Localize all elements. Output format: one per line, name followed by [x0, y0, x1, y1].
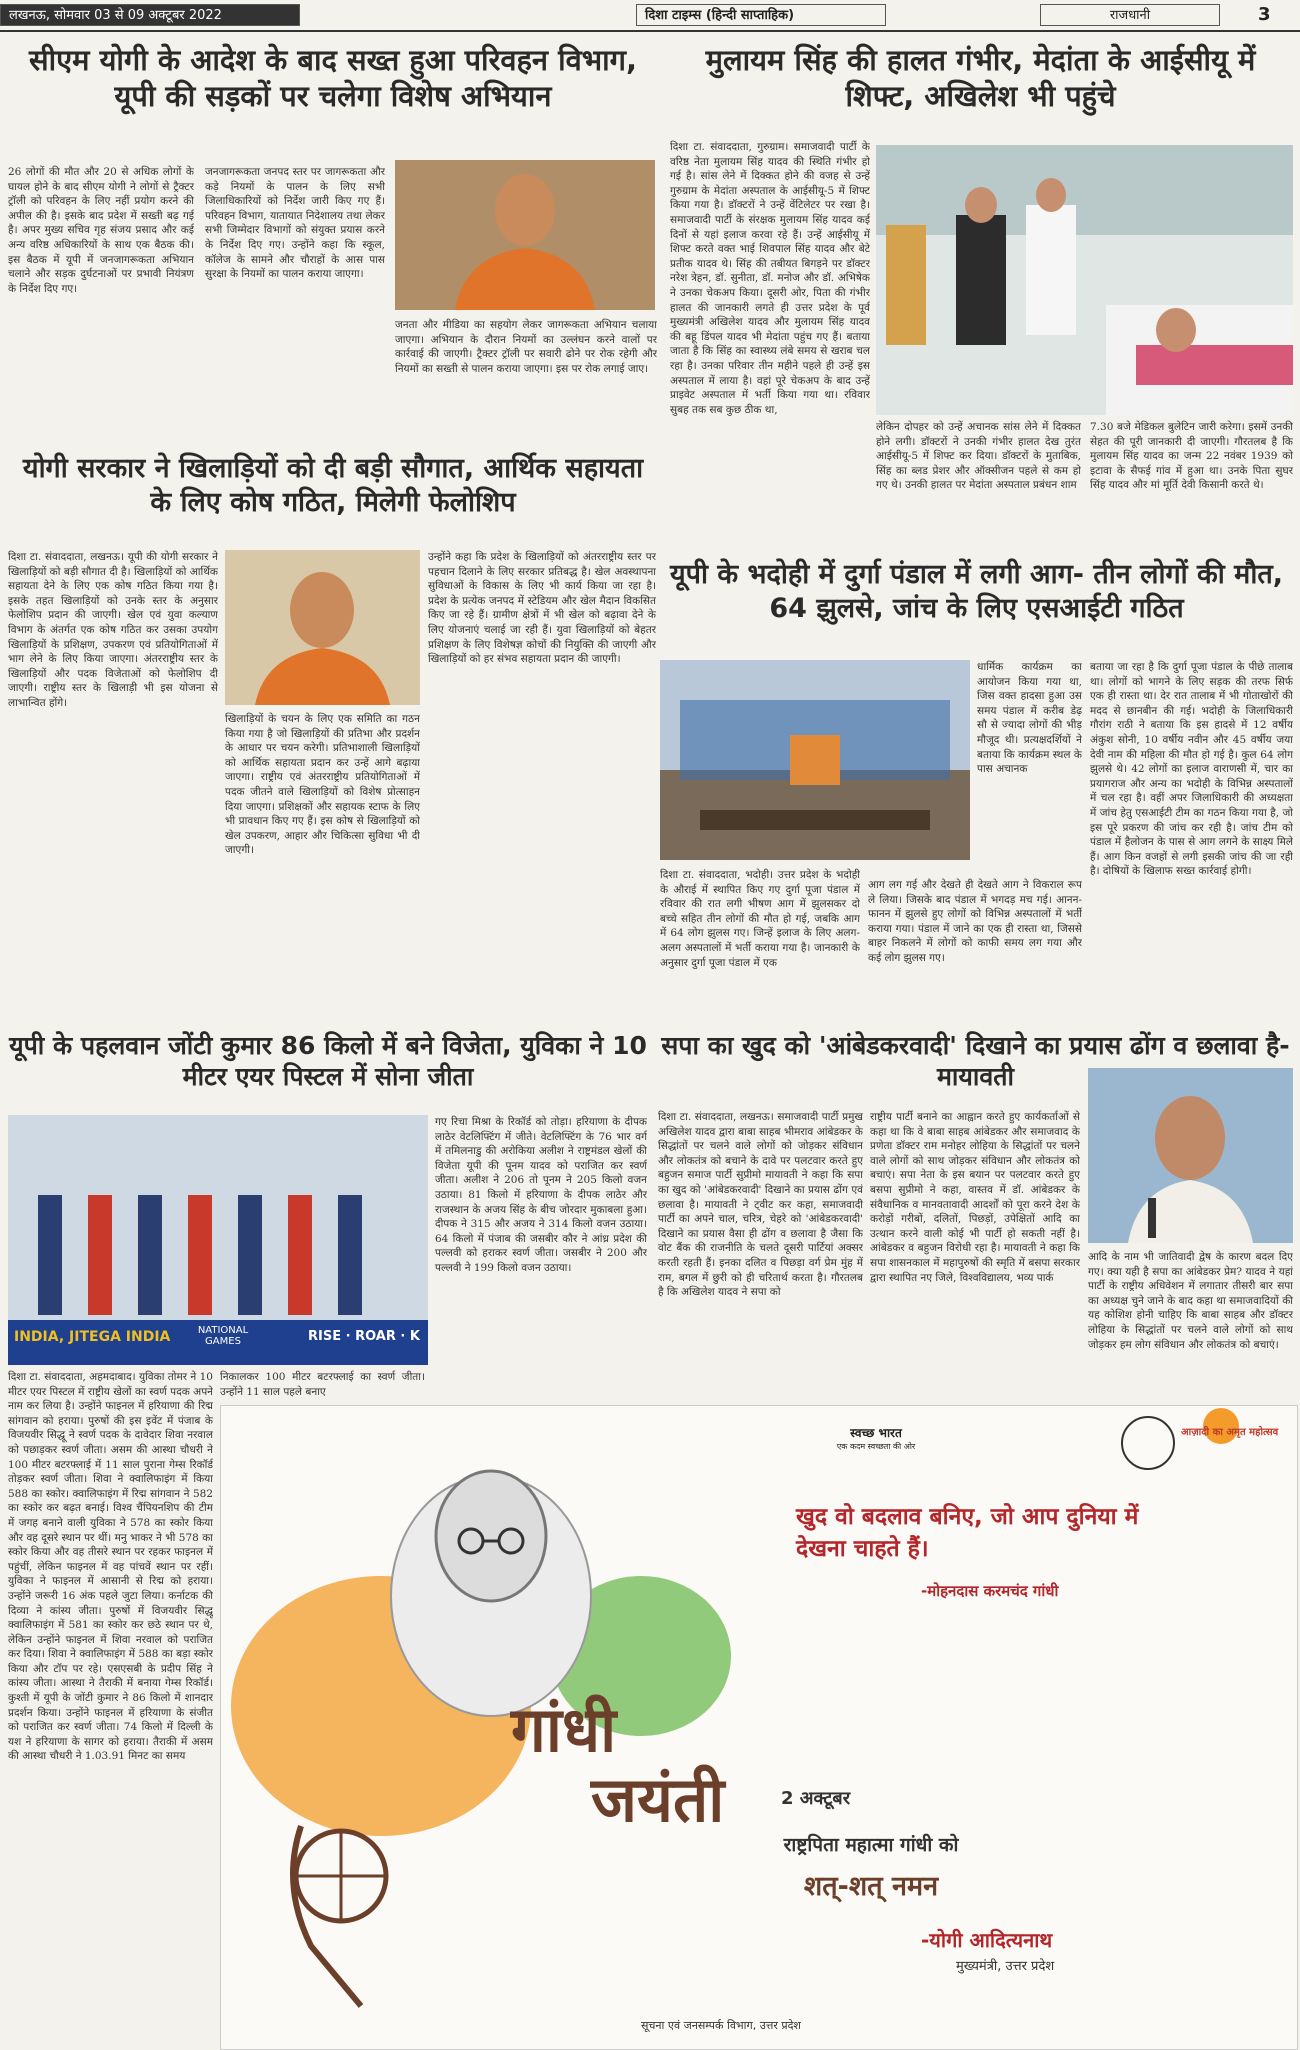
jayanti-date: 2 अक्टूबर: [781, 1788, 851, 1809]
photo-slogan: RISE · ROAR · K: [308, 1329, 420, 1344]
mulayam-col2: लेकिन दोपहर को उन्हें अचानक सांस लेने में दिक्कत होने लगी। डॉक्टरों ने उनकी गंभीर हालत देख तुरंत आईसीयू-5 में शिफ्ट कर दिया। डॉक्टरों के मुताबिक, सिंह का ब्लड प्रेशर और ऑक्सीजन पहले से कम हो गए थे। उनकी हालत पर मेदांता अस्पताल प्रबंधन शाम: [876, 421, 1081, 492]
headline-bhadohi-fire: यूपी के भदोही में दुर्गा पंडाल में लगी आग- तीन लोगों की मौत, 64 झुलसे, जांच के लिए एसआईटी गठित: [670, 559, 1283, 624]
masthead-paper: [636, 4, 886, 26]
sports-col3: उन्होंने कहा कि प्रदेश के खिलाड़ियों को अंतरराष्ट्रीय स्तर पर पहचान दिलाने के लिए सरकार प्रतिबद्ध है। खेल अवस्थापना सुविधाओं के विकास के लिए भी कार्य किया जा रहा है। प्रदेश के प्रत्येक जनपद में स्टेडियम और खेल मैदान विकसित किए जा रहे हैं। ग्रामीण क्षेत्रों में भी खेल को बढ़ावा देने के लिए योजनाएं चलाई जा रही हैं। युवा खिलाड़ियों को बेहतर प्रशिक्षण के लिए विशेषज्ञ कोचों की नियुक्ति की जाएगी और खिलाड़ियों को हर संभव सहायता प्रदान की जाएगी।: [428, 551, 656, 666]
yogi-transport-col1: 26 लोगों की मौत और 20 से अधिक लोगों के घायल होने के बाद सीएम योगी ने लोगों से ट्रैक्टर ट्रॉली को परिवहन के लिए नहीं प्रयोग करने की अपील की है। इसके बाद प्रदेश में सख्ती बढ़ गई है। अपर मुख्य सचिव गृह संजय प्रसाद और कई अन्य वरिष्ठ अधिकारियों के साथ एक बैठक की। इस बैठक में यूपी में जनजागरूकता अभियान चलाने और सड़क दुर्घटनाओं पर प्रभावी नियंत्रण के निर्देश दिए गए।: [8, 166, 194, 295]
mayawati-col1: दिशा टा. संवाददाता, लखनऊ। समाजवादी पार्टी प्रमुख अखिलेश यादव द्वारा बाबा साहब भीमराव आंबेडकर के सिद्धांतों पर चलने वाले लोगों को जोड़कर संविधान और लोकतंत्र को बचाने के दावे पर पलटवार करते हुए बहुजन समाज पार्टी सुप्रीमो मायावती ने कहा कि सपा का खुद को 'आंबेडकरवादी' दिखाने का प्रयास ढोंग एवं छलावा है। मायावती ने ट्वीट कर कहा, समाजवादी पार्टी का अपने चाल, चरित्र, चेहरे को 'आंबेडकरवादी' दिखाने का प्रयास वैसा ही ढोंग व छलावा है जैसा कि वोट बैंक की राजनीति के चलते दूसरी पार्टियां अक्सर करती रहती हैं। इनका दलित व पिछड़ा वर्ग प्रेम मुंह में राम, बगल में छुरी को ही चरितार्थ करता है। गौरतलब है कि अखिलेश यादव ने सपा को: [658, 1111, 863, 1299]
bhadohi-col4: बताया जा रहा है कि दुर्गा पूजा पंडाल के पीछे तालाब था। लोगों को भागने के लिए सड़क की तरफ सिर्फ एक ही रास्ता था। देर रात तालाब में भी गोताखोरों की मदद से छानबीन की गई। भदोही के जिलाधिकारी गौरांग राठी ने बताया कि इस हादसे में 12 वर्षीय अंकुश सोनी, 10 वर्षीय नवीन और 45 वर्षीय जया देवी नाम की महिला की मौत हो गई है। कुल 64 लोग झुलसे थे। 42 लोगों का इलाज वाराणसी में, चार का प्रयागराज और अन्य का भदोही के विभिन्न अस्पतालों में चल रहा है। वहीं अपर जिलाधिकारी की अध्यक्षता में जांच हेतु एसआईटी टीम का गठन किया गया है, जो इस पूरे प्रकरण की जांच कर रही है। जांच टीम को पंडाल में हैलोजन के पास से आग लगने के साक्ष्य मिले हैं। आग किन वजहों से लगी इसकी जांच की जा रही है। दोषियों के खिलाफ सख्त कार्रवाई होगी।: [1090, 661, 1293, 878]
mayawati-photo: [1088, 1068, 1293, 1243]
mulayam-col1: दिशा टा. संवाददाता, गुरुग्राम। समाजवादी पार्टी के वरिष्ठ नेता मुलायम सिंह यादव की स्थिति गंभीर हो गई है। सांस लेने में दिक्कत होने की वजह से उन्हें गुरुग्राम के मेदांता अस्पताल के आईसीयू-5 में शिफ्ट किया गया है। डॉक्टरों ने उन्हें वेंटिलेटर पर रखा है। समाजवादी पार्टी के संरक्षक मुलायम सिंह यादव कई दिनों से यहां इलाज करवा रहे हैं। उन्हें आईसीयू में शिफ्ट करते वक्त भाई शिवपाल सिंह यादव और बेटे प्रतीक यादव थे। सिंह की तबीयत बिगड़ने पर डॉक्टर नरेश त्रेहन, डॉ. सुनीता, डॉ. मनोज और डॉ. अभिषेक ने उनका चेकअप किया। दूसरी ओर, पिता की गंभीर हालत की जानकारी लगते ही उत्तर प्रदेश के पूर्व मुख्यमंत्री अखिलेश यादव और मुलायम सिंह यादव की बहू डिंपल यादव भी मेदांता पहुंच गए हैं। बताया जाता है कि सिंह का स्वास्थ्य लंबे समय से खराब चल रहा है। उनका परिवार तीन महीने पहले ही उन्हें इस अस्पताल में लाया है। वहां पूरे चेकअप के बाद उन्हें प्राइवेट अस्पताल में भर्ती किया गया था। रविवार सुबह तक सब कुछ ठीक था,: [670, 141, 870, 416]
quote-author: -मोहनदास करमचंद गांधी: [921, 1582, 1059, 1600]
gandhi-jayanti-ad: [220, 1405, 1298, 2050]
up-govt-emblem: [1121, 1416, 1175, 1470]
pandal-fire-photo: [660, 660, 970, 860]
yogi-transport-col3: जनता और मीडिया का सहयोग लेकर जागरूकता अभियान चलाया जाएगा। अभियान के दौरान नियमों का उल्लंघन करने वालों पर कार्रवाई की जाएगी। ट्रैक्टर ट्रॉली पर सवारी ढोने पर रोक रहेगी और नियमों का सख्ती से पालन कराया जाएगा। इस पर रोक लगाई जाए।: [395, 319, 657, 375]
bhadohi-col1: धार्मिक कार्यक्रम का आयोजन किया गया था, जिस वक्त हादसा हुआ उस समय पंडाल में करीब डेढ़ सौ से ज्यादा लोगों की भीड़ मौजूद थी। प्रत्यक्षदर्शियों ने बताया कि कार्यक्रम स्थल के पास अचानक: [977, 661, 1082, 776]
headline-yogi-transport: सीएम योगी के आदेश के बाद सख्त हुआ परिवहन विभाग, यूपी की सड़कों पर चलेगा विशेष अभियान: [28, 43, 638, 114]
paper-edition: (हिन्दी साप्ताहिक): [705, 8, 795, 23]
bhadohi-col3: आग लग गई और देखते ही देखते आग ने विकराल रूप ले लिया। जिसके बाद पंडाल में भगदड़ मच गई। आनन-फानन में झुलसे हुए लोगों को विभिन्न अस्पतालों में भर्ती कराया गया। पंडाल में जाने का एक ही रास्ता था, जिससे बाहर निकलने में लोगों को काफी समय लग गया और कई लोग झुलस गए।: [868, 879, 1082, 964]
swachh-subtitle: एक कदम स्वच्छता की ओर: [836, 1442, 916, 1451]
page-header: [0, 0, 1300, 32]
national-games-photo: [8, 1115, 428, 1365]
yogi-portrait-photo: [225, 550, 420, 705]
department-credit: सूचना एवं जनसम्पर्क विभाग, उत्तर प्रदेश: [641, 2019, 801, 2032]
title-jayanti: जयंती: [591, 1763, 725, 1836]
mayawati-col3: आदि के नाम भी जातिवादी द्वेष के कारण बदल दिए गए। क्या यही है सपा का आंबेडकर प्रेम? यादव ने यहां पार्टी के राष्ट्रीय अधिवेशन में लगातार तीसरी बार सपा का अध्यक्ष चुने जाने के बाद कहा था समाजवादियों की यह कोशिश होनी चाहिए कि बाबा साहब और डॉक्टर लोहिया के सिद्धांतों पर चलने वाले लोगों को साथ जोड़कर हम लोग संविधान और लोकतंत्र को बचाएं।: [1088, 1251, 1293, 1351]
headline-mayawati: सपा का खुद को 'आंबेडकरवादी' दिखाने का प्रयास ढोंग व छलावा है- मायावती: [661, 1031, 1290, 1092]
paper-name: दिशा टाइम्स: [645, 8, 702, 23]
hospital-photo: [876, 145, 1293, 415]
photo-banner-text: INDIA, JITEGA INDIA: [14, 1329, 171, 1345]
headline-mulayam: मुलायम सिंह की हालत गंभीर, मेदांता के आईसीयू में शिफ्ट, अखिलेश भी पहुंचे: [705, 43, 1256, 114]
mulayam-col3: 7.30 बजे मेडिकल बुलेटिन जारी करेगा। इसमें उनकी सेहत की पूरी जानकारी दी जाएगी। गौरतलब है कि मुलायम सिंह यादव का जन्म 22 नवंबर 1939 को इटावा के सैफई गांव में हुआ था। उनके पिता सुघर सिंह यादव और मां मूर्ति देवी किसानी करते थे।: [1090, 421, 1293, 492]
dateline: लखनऊ, सोमवार 03 से 09 अक्टूबर 2022: [0, 4, 300, 26]
wrestler-col2: निकालकर 100 मीटर बटरफ्लाई का स्वर्ण जीता। उन्होंने 11 साल पहले बनाए: [220, 1371, 425, 1398]
section-name: राजधानी: [1040, 4, 1220, 26]
tribute-namaan: शत्-शत् नमन: [803, 1871, 939, 1902]
sports-col2: खिलाड़ियों के चयन के लिए एक समिति का गठन किया गया है जो खिलाड़ियों की प्रतिभा और प्रदर्शन के आधार पर चयन करेगी। प्रतिभाशाली खिलाड़ियों को आर्थिक सहायता प्रदान कर उन्हें आगे बढ़ाया जाएगा। राष्ट्रीय एवं अंतरराष्ट्रीय प्रतियोगिताओं में पदक जीतने वाले खिलाड़ियों को विशेष प्रोत्साहन दिया जाएगा। प्रशिक्षकों और सहायक स्टाफ के लिए भी प्रावधान किए गए हैं। इस कोष से खिलाड़ियों को खेल उपकरण, आहार और चिकित्सा सुविधा भी दी जाएगी।: [225, 713, 420, 857]
sports-col1: दिशा टा. संवाददाता, लखनऊ। यूपी की योगी सरकार ने खिलाड़ियों को बड़ी सौगात दी है। खिलाड़ियों को आर्थिक सहायता देने के लिए एक कोष गठित किया गया है। इसके तहत खिलाड़ियों को उनके स्तर के अनुसार फेलोशिप प्रदान की जाएगी। खेल एवं युवा कल्याण विभाग के अंतर्गत एक कोष गठित कर उसका उपयोग खिलाड़ियों के प्रशिक्षण, उपकरण एवं प्रतियोगिताओं में भाग लेने के लिए किया जाएगा। अंतरराष्ट्रीय स्तर के खिलाड़ियों और पदक विजेताओं को फेलोशिप दी जाएगी। राष्ट्रीय स्तर के खिलाड़ी भी इस योजना से लाभान्वित होंगे।: [8, 551, 218, 709]
yogi-transport-col2: जनजागरूकता जनपद स्तर पर जागरूकता और कड़े नियमों के पालन के लिए सभी जिलाधिकारियों को निर्देश जारी किए गए हैं। परिवहन विभाग, यातायात निदेशालय तथा लेकर सभी जिम्मेदार विभागों को संयुक्त प्रयास करने के निर्देश दिए गए। उन्होंने कहा कि स्कूल, कॉलेज के सामने और चौराहों के आस पास सुरक्षा के नियमों का पालन कराया जाएगा।: [205, 166, 385, 281]
swachh-bharat-logo: [821, 1424, 931, 1452]
gandhi-quote: खुद वो बदलाव बनिए, जो आप दुनिया में देखना चाहते हैं।: [796, 1504, 1139, 1562]
bhadohi-col2: दिशा टा. संवाददाता, भदोही। उत्तर प्रदेश के भदोही के औराई में स्थापित किए गए दुर्गा पूजा पंडाल में रविवार की रात लगी भीषण आग में झुलसकर दो बच्चे सहित तीन लोगों की मौत हो गई, जबकि आग में 64 लोग झुलस गए। जिन्हें इलाज के लिए अलग-अलग अस्पतालों में भर्ती कराया गया है। जानकारी के अनुसार दुर्गा पूजा पंडाल में एक: [660, 869, 860, 969]
swachh-title: स्वच्छ भारत: [850, 1426, 902, 1440]
national-games-logo: NATIONAL GAMES: [197, 1325, 249, 1347]
page-number: 3: [1258, 4, 1271, 25]
signatory-role: मुख्यमंत्री, उत्तर प्रदेश: [956, 1959, 1055, 1974]
headline-sports-fund: योगी सरकार ने खिलाड़ियों को दी बड़ी सौगात, आर्थिक सहायता के लिए कोष गठित, मिलेगी फेलोशिप: [22, 453, 644, 518]
signatory-name: -योगी आदित्यनाथ: [921, 1928, 1053, 1952]
title-gandhi: गांधी: [511, 1693, 617, 1766]
wrestler-col1: दिशा टा. संवाददाता, अहमदाबाद। युविका तोमर ने 10 मीटर एयर पिस्टल में राष्ट्रीय खेलों का स्वर्ण पदक अपने नाम कर लिया है। उन्होंने फाइनल में हरियाणा की रिद्म सांगवान को हराया। पुरुषों की इस इवेंट में पंजाब के विजयवीर सिद्धू ने स्वर्ण पदक के दावेदार शिवा नरवाल को पछाड़कर स्वर्ण जीता। असम की आस्था चौधरी ने 100 मीटर बटरफ्लाई में 11 साल पुराना गेम्स रिकॉर्ड तोड़कर स्वर्ण जीता। शिवा ने क्वालिफाइंग में किया 588 का स्कोर। क्वालिफाइंग में रिद्म सांगवान ने 582 का स्कोर कर बढ़त बनाई। विश्व चैंपियनशिप की टीम में जगह बनाने वाली युविका ने 578 का स्कोर किया और वह दूसरे स्थान पर थीं। मनु भाकर ने भी 578 का स्कोर किया और वह तीसरे स्थान पर रहकर फाइनल में पहुंचीं, लेकिन फाइनल में वह पांचवें स्थान पर रहीं। युविका ने फाइनल में आसानी से रिद्म को हराया। उन्होंने जरूरी 16 अंक पहले जुटा लिया। कर्नाटक की दिव्या ने कांस्य जीता। पुरुषों में विजयवीर सिद्धू क्वालिफाइंग में 581 का स्कोर कर छठे स्थान पर थे, लेकिन उन्होंने फाइनल में शिवा नरवाल को पराजित कर दिया। शिवा ने क्वालिफाइंग में 588 का बड़ा स्कोर किया और टॉप पर रहे। एसएसबी के प्रदीप सिंह ने कांस्य जीता। आस्था ने तैराकी में बनाया गेम्स रिकॉर्ड। कुश्ती में यूपी के जोंटी कुमार ने 86 किलो में शानदार प्रदर्शन किया। उन्होंने फाइनल में हरियाणा के संजीत को पराजित कर स्वर्ण जीता। 74 किलो में दिल्ली के यश ने हरियाणा के सागर को हराया। तैराकी में असम की आस्था चौधरी ने 1.03.91 मिनट का समय: [8, 1371, 213, 1763]
azadi-logo: आज़ादी का अमृत महोत्सव: [1181, 1427, 1279, 1438]
yogi-photo: [395, 160, 655, 310]
mayawati-col2: राष्ट्रीय पार्टी बनाने का आह्वान करते हुए कार्यकर्ताओं से कहा था कि वे बाबा साहब आंबेडकर और समाजवाद के प्रणेता डॉक्टर राम मनोहर लोहिया के सिद्धांतों पर चलने वाले लोगों को साथ जोड़कर संविधान और लोकतंत्र को बचाएं। सपा नेता के इस बयान पर पलटवार करते हुए बसपा सुप्रीमो ने कहा, वास्तव में डॉ. आंबेडकर के संवैधानिक व मानवतावादी आदर्शों को पूरा करने देश के करोड़ों गरीबों, दलितों, पिछड़ों, उपेक्षितों आदि का उत्थान करने वाली कोई भी पार्टी हो सकती नहीं है। आंबेडकर व बहुजन विरोधी रहा है। मायावती ने कहा कि सपा शासनकाल में महापुरुषों की स्मृति में बसपा सरकार द्वारा स्थापित नए जिले, विश्वविद्यालय, भव्य पार्क: [870, 1111, 1080, 1284]
tribute-line: राष्ट्रपिता महात्मा गांधी को: [783, 1834, 959, 1856]
headline-wrestler: यूपी के पहलवान जोंटी कुमार 86 किलो में बने विजेता, युविका ने 10 मीटर एयर पिस्टल में सोना जीता: [9, 1031, 647, 1092]
wrestler-col3: गए रिचा मिश्रा के रिकॉर्ड को तोड़ा। हरियाणा के दीपक लाठेर वेटलिफ्टिंग में जीते। वेटलिफ्टिंग के 76 भार वर्ग में तमिलनाडु की अरोकिया अलीश ने राष्ट्रमंडल खेलों की विजेता यूपी की पूनम यादव को पराजित कर स्वर्ण जीता। अलीश ने 206 तो पूनम ने 205 किलो वजन उठाया। 81 किलो में हरियाणा के दीपक लाठेर और राजस्थान के अजय सिंह के बीच जोरदार मुकाबला हुआ। दीपक ने 315 और अजय ने 314 किलो वजन उठाया। 64 किलो में पंजाब की जसबीर कौर ने आंध्र प्रदेश की पल्लवी को हराकर स्वर्ण जीता। जसबीर ने 200 और पल्लवी ने 199 किलो वजन उठाया।: [435, 1116, 647, 1274]
